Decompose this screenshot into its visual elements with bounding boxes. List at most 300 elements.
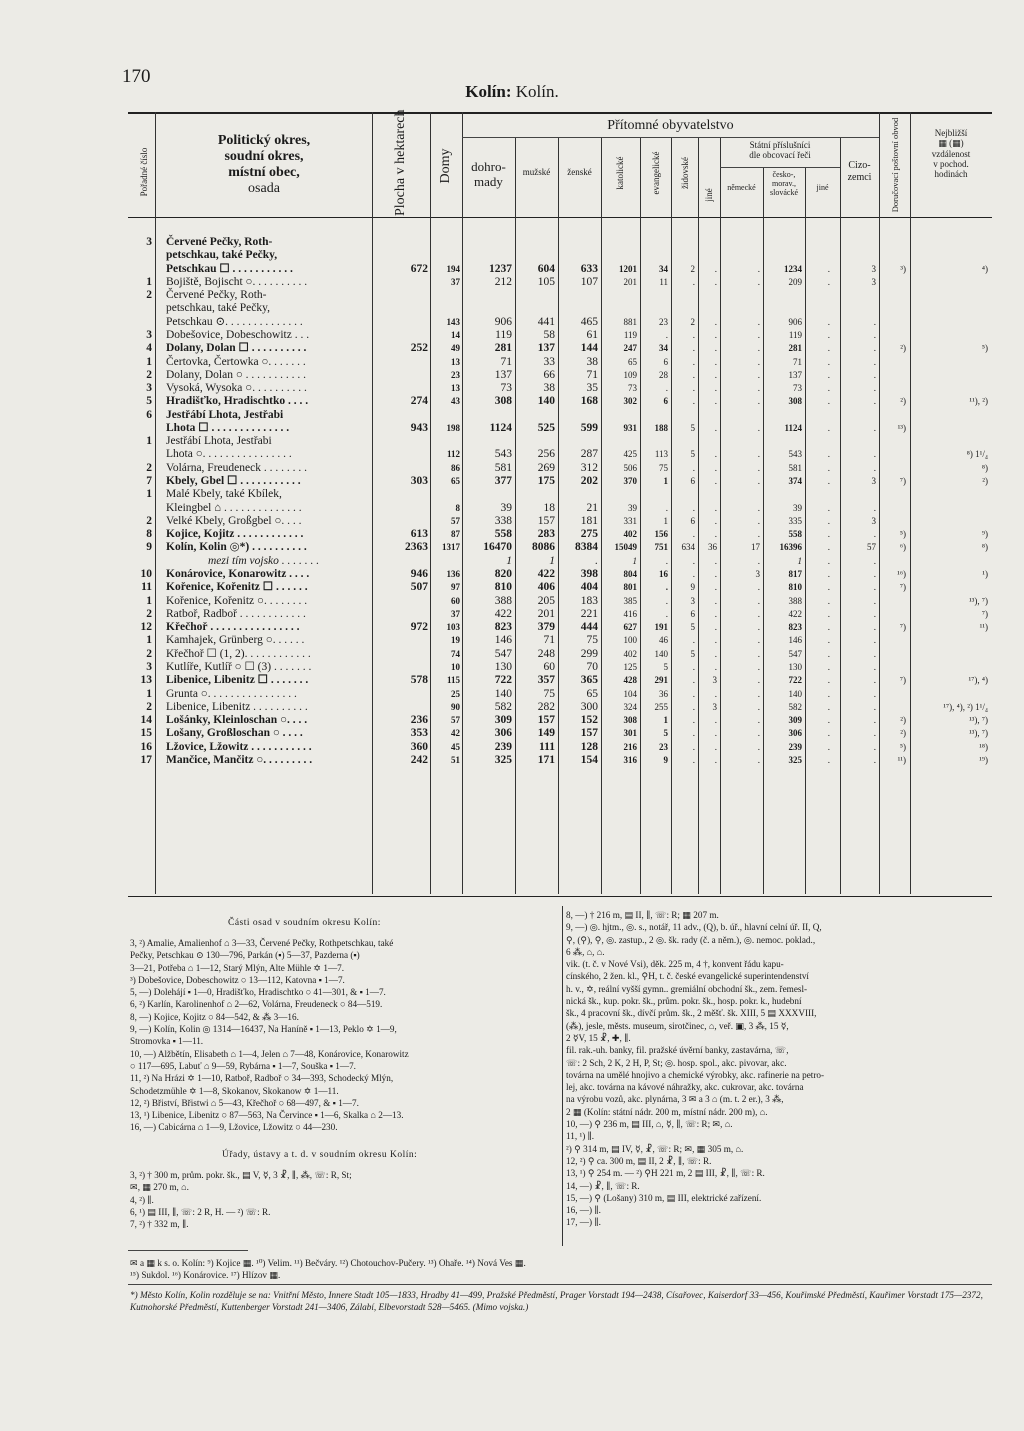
cell-jn2: . bbox=[827, 542, 830, 553]
cell-ciz: . bbox=[873, 715, 876, 726]
table-row bbox=[128, 661, 992, 674]
table-row bbox=[128, 276, 992, 289]
header-nejblizsi bbox=[910, 128, 992, 180]
cell-ces: 209 bbox=[788, 276, 802, 287]
table-row bbox=[128, 475, 992, 488]
cell-kat: 302 bbox=[623, 396, 637, 407]
cell-domy: 65 bbox=[451, 476, 460, 487]
table-row bbox=[128, 634, 992, 647]
note-line: nická šk., kup. pokr. šk., prům. pokr. šk., hosp. pokr. k., hudební bbox=[566, 996, 802, 1007]
note-line: ☏: 2 Sch, 2 K, 2 H, P, St; ◎. hosp. spol., akc. pivovar, akc. bbox=[566, 1057, 787, 1068]
cell-ev: 156 bbox=[654, 529, 668, 540]
cell-kat: 104 bbox=[623, 688, 637, 699]
cell-kat: 324 bbox=[623, 701, 637, 712]
cell-m: 38 bbox=[543, 382, 555, 395]
cell-nem: . bbox=[757, 476, 760, 487]
asterisk-note: *) Město Kolín, Kolin rozděluje se na: Vnitřní Město, Innere Stadt 105—1833, Hradby 41—499, Pražské Předměstí, Prager Vorstadt 194—2438, Císařovec, Kaiserdorf 33—456, Kouřimské Předměstí, Kauřimer Vorstadt 175—2372, Kutnohorské Předměstí, Kuttenberger Vorstadt 241—3406, Zálabí, Elbevorstadt 528—5465. (Mimo vojska.) bbox=[130, 1290, 983, 1313]
cell-zid: . bbox=[692, 343, 695, 354]
row-name: Kořenice, Kořenitz ☐ . . . . . . bbox=[166, 581, 308, 594]
cell-no: 9 bbox=[146, 541, 152, 554]
row-name: Červené Pečky, Roth- bbox=[166, 289, 267, 302]
cell-jn2: . bbox=[827, 715, 830, 726]
table-row bbox=[128, 595, 992, 608]
cell-dohro: 140 bbox=[494, 687, 512, 700]
cell-m: 269 bbox=[537, 461, 555, 474]
cell-nem: . bbox=[757, 622, 760, 633]
header-muzske: mužské bbox=[522, 167, 551, 177]
cell-ev: 1 bbox=[663, 515, 668, 526]
cell-jn2: . bbox=[827, 688, 830, 699]
table-row bbox=[128, 422, 992, 435]
cell-jn: . bbox=[714, 383, 717, 394]
cell-nem: . bbox=[757, 728, 760, 739]
cell-m: 8086 bbox=[532, 541, 555, 554]
cell-jn: . bbox=[714, 502, 717, 513]
cell-plocha: 946 bbox=[410, 568, 428, 580]
header-nejblizsi-open: ( bbox=[949, 138, 953, 149]
cell-dor: ¹³) bbox=[897, 422, 906, 433]
header-statni-1: Státní příslušníci bbox=[749, 140, 811, 150]
cell-nem: . bbox=[757, 555, 760, 566]
row-name: Libenice, Libenitz . . . . . . . . . . bbox=[166, 700, 308, 713]
cell-kat: 316 bbox=[623, 754, 637, 765]
cell-nem: . bbox=[757, 661, 760, 672]
note-line: 7, ²) † 332 m, ∥. bbox=[130, 1219, 189, 1230]
cell-no: 11 bbox=[141, 581, 152, 594]
cell-kat: 627 bbox=[623, 622, 637, 633]
cell-domy: 143 bbox=[446, 316, 460, 327]
cell-m: 283 bbox=[537, 528, 555, 541]
cell-ev: 75 bbox=[659, 462, 668, 473]
header-dorucovaci: Doručovací poštovní obvod bbox=[890, 117, 900, 213]
cell-ciz: . bbox=[873, 728, 876, 739]
row-name: Mančice, Mančitz ○. . . . . . . . . bbox=[166, 753, 313, 766]
cell-jn: . bbox=[714, 715, 717, 726]
cell-plocha: 274 bbox=[410, 395, 428, 408]
right-notes bbox=[566, 909, 824, 1229]
table-row bbox=[128, 581, 992, 594]
cell-ev: 46 bbox=[659, 635, 668, 646]
note-line: 10, —) Alžbětín, Elisabeth ⌂ 1—4, Jelen ⌂ 7—48, Konárovice, Konarowitz bbox=[130, 1048, 409, 1059]
cell-jn2: . bbox=[827, 383, 830, 394]
cell-dor: ¹¹) bbox=[897, 754, 906, 765]
cell-ciz: . bbox=[873, 754, 876, 765]
cell-ciz: 3 bbox=[871, 476, 876, 487]
note-line: 3, ²) Amalie, Amalienhof ⌂ 3—33, Červené Pečky, Rothpetschkau, také bbox=[130, 938, 394, 948]
cell-domy: 86 bbox=[451, 462, 460, 473]
header-cizozemci-1: Cizo- bbox=[848, 160, 871, 171]
row-name: Libenice, Libenitz ☐ . . . . . . . bbox=[166, 674, 309, 687]
title-main: Kolín: bbox=[465, 82, 512, 101]
footnote-divider bbox=[128, 1284, 992, 1285]
note-line: 2 ▦ (Kolín: státní nádr. 200 m, místní nádr. 200 m), ⌂. bbox=[566, 1106, 768, 1117]
cell-ev: 188 bbox=[654, 422, 668, 433]
cell-ces: 325 bbox=[788, 754, 802, 765]
cell-no: 7 bbox=[146, 475, 152, 488]
cell-domy: 57 bbox=[451, 715, 460, 726]
cell-nej: ⁸) bbox=[981, 462, 988, 473]
notes-divider bbox=[562, 906, 563, 1246]
row-name: petschkau, také Pečky, bbox=[166, 302, 270, 315]
cell-ces: 388 bbox=[788, 595, 802, 606]
cell-ciz: . bbox=[873, 329, 876, 340]
note-line: na výrobu vozů, akc. plynárna, 3 ✉ a 3 ⌂ (m. t. 2 er.), 3 ⁂, bbox=[566, 1094, 784, 1105]
cell-jn: . bbox=[714, 263, 717, 274]
cell-domy: 42 bbox=[451, 728, 460, 739]
header-plocha: Plocha v hektarech bbox=[393, 109, 408, 216]
cell-nem: . bbox=[757, 675, 760, 686]
header-nejblizsi-2 bbox=[910, 138, 992, 148]
note-line: 11, ¹) ∥. bbox=[566, 1131, 595, 1142]
cell-nem: . bbox=[757, 356, 760, 367]
cell-jn2: . bbox=[827, 701, 830, 712]
cell-jn2: . bbox=[827, 263, 830, 274]
cell-z: 181 bbox=[580, 514, 598, 527]
cell-m: 256 bbox=[537, 448, 555, 461]
cell-no: 2 bbox=[146, 700, 152, 713]
cell-ev: 751 bbox=[654, 542, 668, 553]
note-line: Stromovka ▪ 1—11. bbox=[130, 1036, 204, 1047]
cell-nem: . bbox=[757, 383, 760, 394]
cell-ev: 23 bbox=[659, 316, 668, 327]
cell-z: 287 bbox=[580, 448, 598, 461]
cell-nej: ¹⁷), ⁴), ²) 1¹/₄ bbox=[943, 701, 988, 712]
cell-domy: 10 bbox=[451, 661, 460, 672]
note-line: 11, ²) Na Hrázi ✡ 1—10, Ratboř, Radboř ○ 34—393, Schodecký Mlýn, bbox=[130, 1073, 394, 1084]
cell-nem: . bbox=[757, 529, 760, 540]
cell-nem: . bbox=[757, 608, 760, 619]
cell-z: 35 bbox=[586, 382, 598, 395]
cell-ces: 146 bbox=[788, 635, 802, 646]
cell-zid: . bbox=[692, 741, 695, 752]
header-jine2: jiné bbox=[816, 183, 829, 192]
cell-plocha: 972 bbox=[410, 621, 428, 634]
cell-zid: 3 bbox=[690, 595, 695, 606]
cell-no: 10 bbox=[140, 568, 152, 580]
cell-kat: 109 bbox=[623, 369, 637, 380]
cell-zid: . bbox=[692, 715, 695, 726]
cell-dor: ²) bbox=[900, 396, 906, 407]
cell-nem: . bbox=[757, 343, 760, 354]
cell-nem: . bbox=[757, 449, 760, 460]
row-name: Kbely, Gbel ☐ . . . . . . . . . . . bbox=[166, 475, 301, 488]
header-divider bbox=[128, 217, 992, 218]
cell-plocha: 252 bbox=[410, 342, 428, 355]
cell-jn2: . bbox=[827, 754, 830, 765]
cell-jn: . bbox=[714, 569, 717, 579]
cell-ces: 71 bbox=[793, 356, 802, 367]
cell-ciz: . bbox=[873, 569, 876, 579]
note-line: 8, —) Kojice, Kojitz ○ 84—542, & ⁂ 3—16. bbox=[130, 1011, 299, 1022]
cell-zid: . bbox=[692, 754, 695, 765]
header-cizozemci-2: zemci bbox=[847, 171, 872, 183]
cell-domy: 45 bbox=[451, 741, 460, 752]
cell-m: 105 bbox=[537, 275, 555, 288]
footnote-line-2: ¹⁵) Sukdol. ¹⁶) Konárovice. ¹⁷) Hlízov ▦. bbox=[130, 1270, 281, 1280]
row-name: Dobešovice, Dobeschowitz . . . bbox=[166, 328, 310, 341]
cell-ev: 191 bbox=[654, 622, 668, 633]
header-okres bbox=[160, 133, 368, 197]
cell-dohro: 130 bbox=[494, 660, 512, 673]
cell-kat: 370 bbox=[623, 476, 637, 487]
cell-zid: 5 bbox=[690, 622, 695, 633]
cell-jn2: . bbox=[827, 741, 830, 752]
cell-nej: ⁸) bbox=[981, 542, 988, 553]
cell-ces: 239 bbox=[788, 741, 802, 752]
cell-nej: ¹¹) bbox=[979, 622, 988, 633]
header-cesko-1: česko-, bbox=[772, 170, 796, 179]
header-nejblizsi-5: hodinách bbox=[934, 169, 968, 180]
cell-dohro: 422 bbox=[494, 607, 512, 620]
table-row bbox=[128, 488, 992, 501]
header-cesko-2: morav., bbox=[772, 179, 796, 189]
table-row bbox=[128, 448, 992, 461]
cell-m: 357 bbox=[537, 674, 555, 687]
cell-nej: ¹³), ⁷) bbox=[968, 595, 988, 606]
cell-z: 221 bbox=[580, 607, 598, 620]
cell-m: 157 bbox=[537, 514, 555, 527]
cell-no: 1 bbox=[146, 355, 152, 368]
cell-no: 14 bbox=[140, 714, 152, 727]
cell-m: 18 bbox=[543, 501, 555, 514]
cell-z: 154 bbox=[580, 753, 598, 766]
cell-dohro: 281 bbox=[494, 342, 512, 355]
cell-jn: . bbox=[714, 754, 717, 765]
row-name: Ratboř, Radboř . . . . . . . . . . . . bbox=[166, 607, 306, 620]
cell-jn2: . bbox=[827, 343, 830, 354]
cell-m: 201 bbox=[537, 607, 555, 620]
cell-domy: 25 bbox=[451, 688, 460, 699]
cell-ciz: . bbox=[873, 688, 876, 699]
cell-zid: . bbox=[692, 701, 695, 712]
cell-dohro: 558 bbox=[494, 528, 512, 541]
table-row bbox=[128, 555, 992, 568]
cell-no: 13 bbox=[140, 674, 152, 687]
cell-jn2: . bbox=[827, 582, 830, 593]
cell-jn: . bbox=[714, 422, 717, 433]
cell-kat: 247 bbox=[623, 343, 637, 354]
cell-dohro: 309 bbox=[494, 714, 512, 727]
cell-jn2: . bbox=[827, 661, 830, 672]
cell-dohro: 388 bbox=[494, 594, 512, 607]
cell-ces: 308 bbox=[788, 396, 802, 407]
row-name: Hradišťko, Hradischtko . . . . bbox=[166, 395, 309, 408]
cell-domy: 97 bbox=[451, 582, 460, 593]
cell-z: 21 bbox=[586, 501, 598, 514]
note-line: 6 ⁂, ⌂, ⌂. bbox=[566, 946, 605, 957]
cell-ciz: . bbox=[873, 582, 876, 593]
cell-no: 15 bbox=[140, 727, 152, 740]
cell-jn2: . bbox=[827, 329, 830, 340]
cell-kat: 216 bbox=[623, 741, 637, 752]
row-name: Vysoká, Wysoka ○. . . . . . . . . . bbox=[166, 382, 307, 395]
cell-jn: . bbox=[714, 622, 717, 633]
cell-ces: 73 bbox=[793, 383, 802, 394]
cell-kat: 801 bbox=[623, 582, 637, 593]
cell-jn: . bbox=[714, 396, 717, 407]
cell-no: 3 bbox=[146, 660, 152, 673]
cell-m: 75 bbox=[543, 687, 555, 700]
cell-zid: . bbox=[692, 661, 695, 672]
cell-nem: . bbox=[757, 715, 760, 726]
cell-jn: . bbox=[714, 728, 717, 739]
cell-zid: . bbox=[692, 675, 695, 686]
cell-m: 33 bbox=[543, 355, 555, 368]
cell-zid: . bbox=[692, 462, 695, 473]
header-poradi: Pořadné číslo bbox=[139, 147, 149, 197]
cell-kat: 416 bbox=[623, 608, 637, 619]
cell-z: 275 bbox=[580, 528, 598, 541]
cell-m: 60 bbox=[543, 660, 555, 673]
header-statni-2: dle obcovací řeči bbox=[749, 150, 811, 161]
cell-no: 1 bbox=[146, 488, 152, 501]
table-row bbox=[128, 515, 992, 528]
cell-nej: ¹⁹) bbox=[979, 754, 988, 765]
header-pritomne: Přítomné obyvatelstvo bbox=[607, 118, 734, 133]
cell-ces: 137 bbox=[788, 369, 802, 380]
note-line: cínského, 2 žen. kl., ⚲H, t. č. české evangelické superintendenství bbox=[566, 971, 809, 982]
row-name: Dolany, Dolan ☐ . . . . . . . . . . bbox=[166, 342, 307, 355]
header-nejblizsi-4: v pochod. bbox=[933, 159, 969, 170]
note-line: h. v., ✡, reální vyšší gymn.. gremiální obchodní šk., zem. řemesl- bbox=[566, 983, 808, 994]
note-line: 2 ☿V, 15 ☧, ✚, ∥. bbox=[566, 1032, 631, 1043]
cell-jn2: . bbox=[827, 622, 830, 633]
cell-ces: 582 bbox=[788, 701, 802, 712]
cell-dohro: 1124 bbox=[489, 421, 512, 434]
cell-ev: 5 bbox=[663, 728, 668, 739]
cell-domy: 37 bbox=[451, 608, 460, 619]
note-line: 10, —) ⚲ 236 m, ▤ III, ⌂, ☿, ∥, ☏: R; ✉, ⌂. bbox=[566, 1119, 733, 1130]
cell-no: 5 bbox=[146, 395, 152, 408]
header-cizozemci bbox=[840, 160, 879, 183]
cell-ces: 281 bbox=[788, 343, 802, 354]
cell-zid: . bbox=[692, 529, 695, 540]
cell-kat: 931 bbox=[623, 422, 637, 433]
cell-jn: 3 bbox=[712, 675, 717, 686]
cell-dor: ⁶) bbox=[899, 542, 906, 553]
table-row bbox=[128, 302, 992, 315]
header-okres-3: místní obec, bbox=[228, 165, 300, 181]
cell-no: 2 bbox=[146, 514, 152, 527]
cell-ces: 309 bbox=[788, 715, 802, 726]
cell-kat: 402 bbox=[623, 648, 637, 659]
cell-kat: 201 bbox=[623, 276, 637, 287]
cell-zid: . bbox=[692, 276, 695, 287]
cell-plocha: 360 bbox=[410, 740, 428, 753]
row-name: Velké Kbely, Großgbel ○. . . . bbox=[166, 514, 302, 527]
cell-dohro: 810 bbox=[494, 581, 512, 594]
cell-ciz: . bbox=[873, 422, 876, 433]
cell-dohro: 1237 bbox=[489, 262, 512, 275]
cell-m: 379 bbox=[537, 621, 555, 634]
cell-jn2: . bbox=[827, 555, 830, 566]
cell-ev: 9 bbox=[663, 754, 668, 765]
cell-ev: 113 bbox=[654, 449, 668, 460]
cell-jn: . bbox=[714, 635, 717, 646]
note-line: 12, ²) ⚲ ca. 300 m, ▤ II, 2 ☧, ∥, ☏: R. bbox=[566, 1155, 712, 1166]
cell-ciz: 3 bbox=[871, 276, 876, 287]
cell-domy: 43 bbox=[451, 396, 460, 407]
header-nejblizsi-3: vzdálenost bbox=[931, 148, 971, 159]
note-line: továrna na umělé hnojivo a chemické výrobky, akc. rafinerie na petro- bbox=[566, 1069, 825, 1080]
cell-kat: 804 bbox=[623, 569, 637, 579]
cell-ev: 1 bbox=[663, 715, 668, 726]
header-evangelicke: evangelické bbox=[651, 151, 661, 195]
header-dohromady-1: dohro- bbox=[471, 159, 506, 174]
cell-dohro: 137 bbox=[494, 368, 512, 381]
cell-plocha: 236 bbox=[410, 714, 428, 727]
cell-ciz: . bbox=[873, 356, 876, 367]
cell-kat: 308 bbox=[623, 715, 637, 726]
cell-plocha: 303 bbox=[410, 475, 428, 488]
cell-no: 3 bbox=[146, 382, 152, 395]
note-line: 12, ²) Břiství, Břistwi ⌂ 5—43, Křečhoř ○ 68—497, & ▪ 1—7. bbox=[130, 1097, 359, 1108]
cell-zid: 5 bbox=[690, 422, 695, 433]
cell-ev: . bbox=[665, 595, 668, 606]
cell-ev: 255 bbox=[654, 701, 668, 712]
cell-jn: . bbox=[714, 476, 717, 487]
row-name: Kutlíře, Kutlíř ○ ☐ (3) . . . . . . . bbox=[166, 660, 312, 673]
table-row bbox=[128, 356, 992, 369]
cell-ciz: 57 bbox=[867, 542, 876, 553]
cell-zid: 5 bbox=[690, 648, 695, 659]
cell-jn: . bbox=[714, 343, 717, 354]
cell-z: 61 bbox=[586, 328, 598, 341]
table-row bbox=[128, 382, 992, 395]
cell-no: 8 bbox=[146, 528, 152, 541]
cell-jn2: . bbox=[827, 728, 830, 739]
cell-ciz: . bbox=[873, 529, 876, 540]
table-row bbox=[128, 528, 992, 541]
row-name: Křečhoř ☐ (1, 2). . . . . . . . . . . . bbox=[166, 647, 311, 660]
cell-ev: . bbox=[665, 608, 668, 619]
cell-ces: 543 bbox=[788, 449, 802, 460]
table-row bbox=[128, 342, 992, 355]
cell-dor: ⁷) bbox=[899, 622, 906, 633]
cell-jn: . bbox=[714, 316, 717, 327]
row-name: Červené Pečky, Roth- bbox=[166, 236, 273, 248]
cell-jn2: . bbox=[827, 396, 830, 407]
row-name: Lošany, Großloschan ○ . . . . bbox=[166, 727, 303, 740]
cell-domy: 19 bbox=[451, 635, 460, 646]
note-line: Pečky, Petschkau ⊙ 130—796, Parkán (▪) 5—37, Pazderna (▪) bbox=[130, 950, 360, 961]
cell-zid: . bbox=[692, 728, 695, 739]
cell-zid: . bbox=[692, 383, 695, 394]
cell-dohro: 308 bbox=[494, 395, 512, 408]
cell-z: . bbox=[595, 554, 598, 567]
cell-ev: 16 bbox=[659, 569, 668, 579]
cell-nej: ¹³), ⁷) bbox=[968, 715, 988, 726]
table-row bbox=[128, 688, 992, 701]
header-cesko bbox=[763, 170, 805, 198]
cell-ev: 6 bbox=[663, 356, 668, 367]
cell-domy: 198 bbox=[446, 422, 460, 433]
cell-m: 282 bbox=[537, 700, 555, 713]
cell-domy: 51 bbox=[451, 754, 460, 765]
cell-m: 140 bbox=[537, 395, 555, 408]
left-notes bbox=[130, 937, 409, 1134]
note-line: ✉, ▦ 270 m, ⌂. bbox=[130, 1182, 189, 1193]
cell-dor: ⁷) bbox=[899, 675, 906, 686]
table-row bbox=[128, 462, 992, 475]
cell-z: 75 bbox=[586, 634, 598, 647]
row-name: Petschkau ☐ . . . . . . . . . . . bbox=[166, 262, 293, 275]
row-name: petschkau, také Pečky, bbox=[166, 249, 278, 262]
cell-z: 152 bbox=[580, 714, 598, 727]
cell-no: 4 bbox=[146, 342, 152, 355]
cell-kat: 65 bbox=[628, 356, 637, 367]
cell-ces: 581 bbox=[788, 462, 802, 473]
